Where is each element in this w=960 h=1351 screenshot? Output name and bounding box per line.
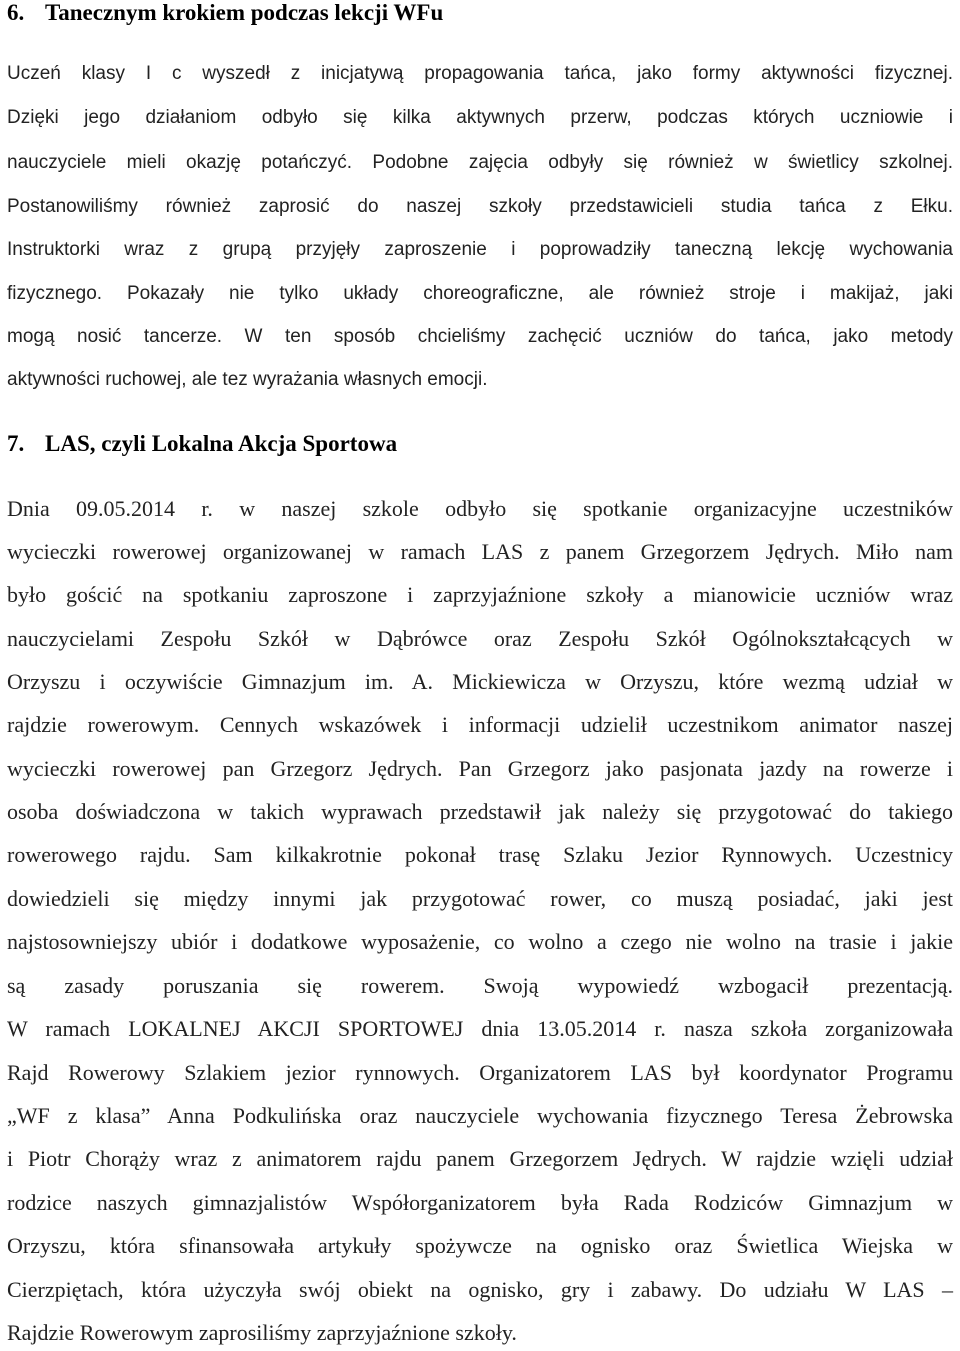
section-7-line: „WF z klasa” Anna Podkulińska oraz nauczyciele wychowania fizycznego Teresa Żebrowska: [7, 1103, 953, 1128]
section-7-title: LAS, czyli Lokalna Akcja Sportowa: [45, 431, 398, 456]
section-6-line: aktywności ruchowej, ale tez wyrażania własnych emocji.: [7, 369, 488, 390]
section-6-number: 6.: [7, 0, 25, 25]
section-7-line: osoba doświadczona w takich wyprawach przedstawił jak należy się przygotować do takiego: [7, 799, 953, 824]
section-7-line: Rajd Rowerowy Szlakiem jezior rynnowych. Organizatorem LAS był koordynator Programu: [7, 1060, 953, 1085]
section-6-line: mogą nosić tancerze. W ten sposób chcieliśmy zachęcić uczniów do tańca, jako metody: [7, 326, 953, 347]
section-6-line: Uczeń klasy I c wyszedł z inicjatywą propagowania tańca, jako formy aktywności fizycznej.: [7, 63, 953, 84]
section-7-heading: [7, 429, 397, 459]
section-6-line: fizycznego. Pokazały nie tylko układy choreograficzne, ale również stroje i makijaż, jaki: [7, 283, 953, 304]
section-6-heading: [7, 0, 443, 28]
section-7-line: było gościć na spotkaniu zaproszone i zaprzyjaźnione szkoły a mianowicie uczniów wraz: [7, 582, 953, 607]
section-7-line: wycieczki rowerowej organizowanej w ramach LAS z panem Grzegorzem Jędrych. Miło nam: [7, 539, 953, 564]
section-6-title: Tanecznym krokiem podczas lekcji WFu: [45, 0, 444, 25]
section-7-line: Orzyszu, która sfinansowała artykuły spożywcze na ognisko oraz Świetlica Wiejska w: [7, 1233, 953, 1258]
section-6-line: Dzięki jego działaniom odbyło się kilka aktywnych przerw, podczas których uczniowie i: [7, 107, 953, 128]
section-7-line: Cierzpiętach, która użyczyła swój obiekt na ognisko, gry i zabawy. Do udziału W LAS –: [7, 1277, 953, 1302]
section-6-line: nauczyciele mieli okazję potańczyć. Podobne zajęcia odbyły się również w świetlicy szkolnej.: [7, 152, 953, 173]
section-7-line: Rajdzie Rowerowym zaprosiliśmy zaprzyjaźnione szkoły.: [7, 1320, 517, 1345]
section-7-line: Dnia 09.05.2014 r. w naszej szkole odbyło się spotkanie organizacyjne uczestników: [7, 496, 953, 521]
section-7-line: wycieczki rowerowej pan Grzegorz Jędrych. Pan Grzegorz jako pasjonata jazdy na rowerze i: [7, 756, 953, 781]
section-7-line: nauczycielami Zespołu Szkół w Dąbrówce oraz Zespołu Szkół Ogólnokształcących w: [7, 626, 953, 651]
section-7-line: rajdzie rowerowym. Cennych wskazówek i informacji udzielił uczestnikom animator naszej: [7, 712, 953, 737]
section-7-line: rowerowego rajdu. Sam kilkakrotnie pokonał trasę Szlaku Jezior Rynnowych. Uczestnicy: [7, 842, 953, 867]
section-7-number: 7.: [7, 431, 25, 456]
section-7-line: dowiedzieli się między innymi jak przygotować rower, co muszą posiadać, jaki jest: [7, 886, 953, 911]
section-7-line: W ramach LOKALNEJ AKCJI SPORTOWEJ dnia 13.05.2014 r. nasza szkoła zorganizowała: [7, 1016, 953, 1041]
section-7-line: rodzice naszych gimnazjalistów Współorganizatorem była Rada Rodziców Gimnazjum w: [7, 1190, 953, 1215]
section-7-line: są zasady poruszania się rowerem. Swoją wypowiedź wzbogacił prezentacją.: [7, 973, 953, 998]
section-7-line: Orzyszu i oczywiście Gimnazjum im. A. Mickiewicza w Orzyszu, które wezmą udział w: [7, 669, 953, 694]
section-6-line: Postanowiliśmy również zaprosić do naszej szkoły przedstawicieli studia tańca z Ełku.: [7, 196, 953, 217]
section-7-line: i Piotr Chorąży wraz z animatorem rajdu panem Grzegorzem Jędrych. W rajdzie wzięli udział: [7, 1146, 953, 1171]
section-7-line: najstosowniejszy ubiór i dodatkowe wyposażenie, co wolno a czego nie wolno na trasie i jakie: [7, 929, 953, 954]
section-6-line: Instruktorki wraz z grupą przyjęły zaproszenie i poprowadziły taneczną lekcję wychowania: [7, 239, 953, 260]
